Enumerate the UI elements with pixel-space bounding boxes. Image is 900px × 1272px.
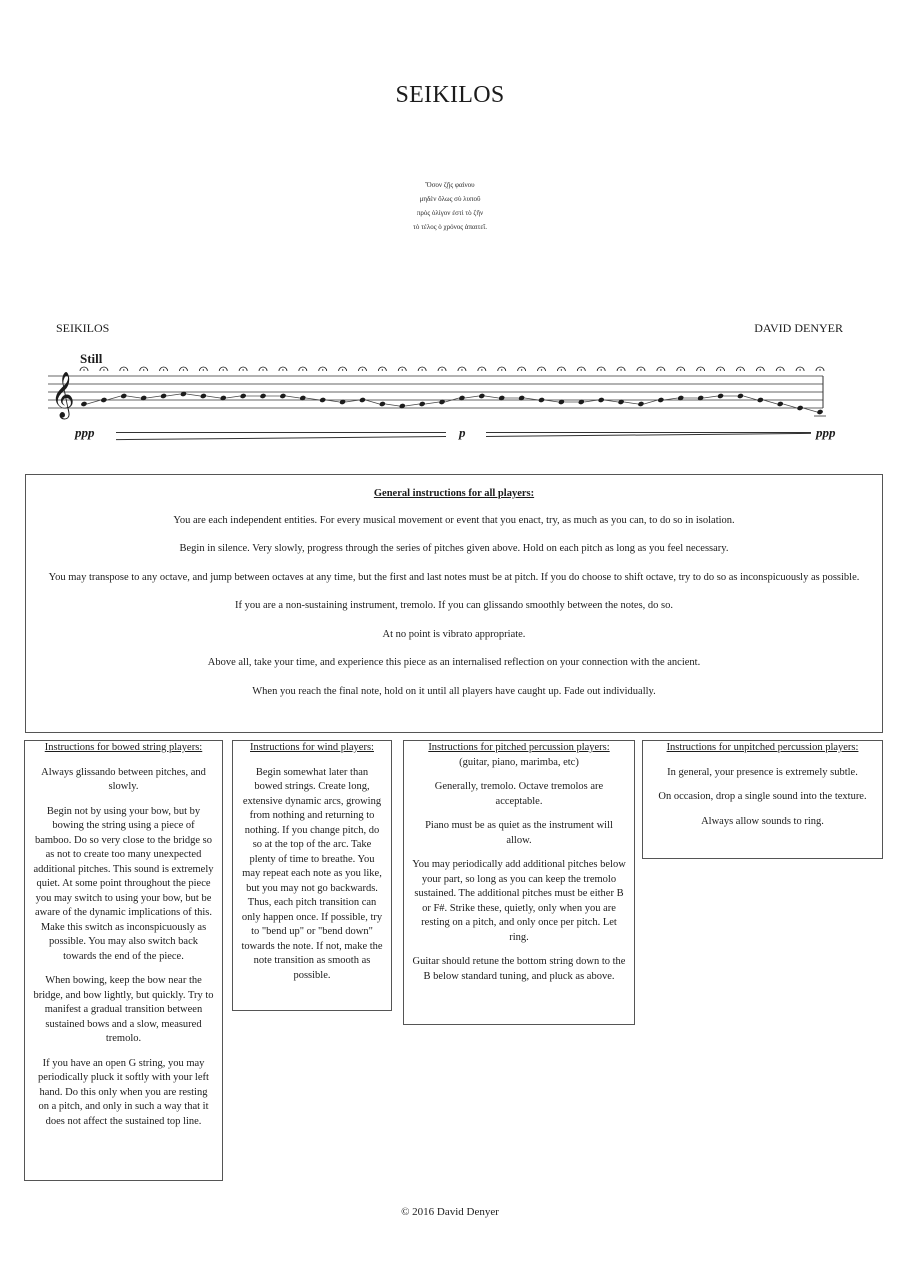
decrescendo-hairpin	[116, 432, 446, 433]
glissando-line	[803, 408, 817, 412]
fermata-dot	[581, 369, 582, 370]
notehead	[777, 401, 784, 407]
glissando-line	[226, 396, 240, 398]
wind-instructions-heading: Instructions for wind players:	[250, 742, 374, 753]
glissando-line	[405, 404, 419, 406]
epigraph-line: τὸ τέλος ὁ χρόνος ἀπαιτεῖ.	[413, 223, 487, 231]
strings-instruction: If you have an open G string, you may periodically pluck it softly with your left hand. Do this only when you are resting on a pitch, and only in such a way that it does not affect the sustained top line.	[38, 1057, 209, 1127]
fermata-dot	[760, 369, 761, 370]
notehead	[80, 401, 87, 407]
dynamic-start: ppp	[75, 425, 95, 440]
unpitched-percussion-instruction: Always allow sounds to ring.	[701, 815, 824, 827]
notehead	[319, 397, 326, 403]
treble-clef-icon	[51, 372, 75, 420]
notehead	[797, 405, 804, 411]
fermata-dot	[143, 369, 144, 370]
notes	[80, 367, 826, 416]
fermata-dot	[282, 369, 283, 370]
notehead	[259, 393, 266, 399]
copyright-notice: © 2016 David Denyer	[401, 1206, 499, 1218]
strings-instructions-heading: Instructions for bowed string players:	[44, 742, 203, 753]
general-instruction: When you reach the final note, hold on it until all players have caught up. Fade out individually.	[252, 685, 656, 697]
fermata-dot	[123, 369, 124, 370]
pitched-percussion-instruction: Piano must be as quiet as the instrument will allow.	[425, 820, 613, 846]
page-title: SEIKILOS	[395, 82, 505, 108]
fermata-dot	[620, 369, 621, 370]
pitched-percussion-instruction: Guitar should retune the bottom string down to the B below standard tuning, and pluck as above.	[412, 956, 626, 982]
notehead	[200, 393, 207, 399]
notehead	[737, 393, 744, 399]
glissando-line	[365, 400, 379, 404]
glissando-line	[624, 402, 638, 404]
decrescendo-hairpin	[116, 436, 446, 440]
strings-instruction: Always glissando between pitches, and slowly.	[41, 766, 206, 792]
fermata-dot	[342, 369, 343, 370]
svg-text:𝄞: 𝄞	[51, 372, 75, 418]
fermata-dot	[402, 369, 403, 370]
fermata-dot	[223, 369, 224, 370]
glissando-line	[763, 400, 777, 404]
wind-instruction: Begin somewhat later than bowed strings. Create long, extensive dynamic arcs, growing from nothing and returning to nothing. If you change pitch, do so at the top of the arc. Take plenty of time to breathe. You may repeat each note as you like, but you may not go backwards. Thus, each pitch transition can only happen once. If possible, try to "bend up" or "bend down" towards the note. If not, make the note transition as smooth as possible.	[241, 766, 383, 981]
dynamic-end: ppp	[816, 425, 836, 440]
glissando-line	[385, 404, 399, 406]
notehead	[240, 393, 247, 399]
staff-lines	[48, 376, 823, 408]
crescendo-hairpin	[486, 433, 811, 437]
glissando-line	[147, 396, 161, 398]
fermata-dot	[561, 369, 562, 370]
notehead	[100, 397, 107, 403]
notehead	[538, 397, 545, 403]
score-piece-name: SEIKILOS	[56, 321, 110, 335]
fermata-dot	[600, 369, 601, 370]
glissando-line	[485, 396, 499, 398]
fermata-dot	[700, 369, 701, 370]
general-instruction: You are each independent entities. For every musical movement or event that you enact, try, as much as you can, to do so in isolation.	[173, 514, 735, 526]
general-instructions-heading: General instructions for all players:	[373, 488, 535, 499]
glissando-line	[743, 396, 757, 400]
fermata-dot	[640, 369, 641, 370]
unpitched-percussion-instruction: On occasion, drop a single sound into the texture.	[658, 791, 867, 802]
pitched-percussion-instruction: Generally, tremolo. Octave tremolos are acceptable.	[434, 781, 604, 807]
notehead	[717, 393, 724, 399]
glissando-line	[425, 402, 439, 404]
notehead	[637, 401, 644, 407]
fermata-dot	[740, 369, 741, 370]
fermata-dot	[183, 369, 184, 370]
general-instruction: Begin in silence. Very slowly, progress through the series of pitches given above. Hold on each pitch as long as you feel necessary.	[179, 543, 729, 554]
tempo-marking: Still	[80, 351, 103, 366]
general-instruction: At no point is vibrato appropriate.	[382, 628, 526, 640]
fermata-dot	[163, 369, 164, 370]
fermata-dot	[501, 369, 502, 370]
glissando-line	[783, 404, 797, 408]
glissando-line	[644, 400, 658, 404]
fermata-dot	[262, 369, 263, 370]
fermata-dot	[302, 369, 303, 370]
notehead	[657, 397, 664, 403]
glissando-line	[286, 396, 300, 398]
general-instruction: Above all, take your time, and experience this piece as an internalised reflection on your connection with the ancient.	[207, 657, 701, 668]
dynamic-middle: p	[459, 425, 466, 440]
fermata-dot	[322, 369, 323, 370]
fermata-dot	[780, 369, 781, 370]
notehead	[160, 393, 167, 399]
pitched-percussion-instructions-box	[403, 740, 635, 1025]
pitched-percussion-instruction: You may periodically add additional pitches below your part, so long as you can keep the tremolo sustained. The additional pitches must be either B or F#. Strike these, quietly, only when you are resting on a pitch, and only once per pitch. Let ring.	[412, 859, 626, 943]
glissando-line	[107, 396, 121, 400]
unpitched-percussion-instruction: In general, your presence is extremely subtle.	[667, 766, 858, 778]
pitched-percussion-heading: Instructions for pitched percussion players:	[428, 742, 610, 753]
fermata-dot	[481, 369, 482, 370]
glissando-line	[206, 396, 220, 398]
fermata-dot	[799, 369, 800, 370]
fermata-dot	[382, 369, 383, 370]
general-instruction: You may transpose to any octave, and jump between octaves at any time, but the first and last notes must be at pitch. If you do choose to shift octave, try to do so as inconspicuously as possible.	[48, 571, 860, 583]
fermata-dot	[461, 369, 462, 370]
epigraph-line: μηδὲν ὅλως σὺ λυποῦ	[419, 195, 481, 203]
fermata-dot	[541, 369, 542, 370]
fermata-dot	[819, 369, 820, 370]
notehead	[478, 393, 485, 399]
greek-epigraph	[300, 178, 600, 234]
music-staff	[48, 362, 848, 424]
fermata-dot	[441, 369, 442, 370]
fermata-dot	[660, 369, 661, 370]
notehead	[598, 397, 605, 403]
pitched-percussion-subheading: (guitar, piano, marimba, etc)	[459, 756, 579, 768]
general-instruction: If you are a non-sustaining instrument, tremolo. If you can glissando smoothly between the notes, do so.	[234, 600, 673, 611]
strings-instruction: Begin not by using your bow, but by bowing the string using a piece of bamboo. Do so very close to the bridge so as not to create too many unexpected additional pitches. This sound is extremely quiet. At some point throughout the piece you may switch to using your bow, but be aware of the dynamic implications of this. Make this switch as inconspicuously as possible. You may also switch back towards the end of the piece.	[33, 805, 214, 962]
fermata-dot	[421, 369, 422, 370]
fermata-dot	[103, 369, 104, 370]
notehead	[279, 393, 286, 399]
general-instructions-box	[25, 474, 883, 733]
unpitched-percussion-instructions-box	[642, 740, 883, 859]
notehead	[359, 397, 366, 403]
strings-instruction: When bowing, keep the bow near the bridge, and bow lightly, but quickly. Try to manifest a gradual transition between sustained bows and a slow, measured tremolo.	[33, 975, 214, 1044]
fermata-dot	[362, 369, 363, 370]
fermata-dot	[521, 369, 522, 370]
fermata-dot	[242, 369, 243, 370]
notehead	[419, 401, 426, 407]
glissando-line	[167, 394, 181, 396]
wind-instructions-box	[232, 740, 392, 1011]
notehead	[816, 409, 823, 415]
notehead	[379, 401, 386, 407]
glissando-line	[186, 394, 200, 396]
glissando-line	[87, 400, 101, 404]
unpitched-percussion-heading: Instructions for unpitched percussion players:	[666, 742, 859, 753]
fermata-dot	[203, 369, 204, 370]
strings-instructions-box	[24, 740, 223, 1181]
fermata-dot	[83, 369, 84, 370]
glissando-line	[704, 396, 718, 398]
epigraph-line: πρὸς ὀλίγον ἐστὶ τὸ ζῆν	[416, 209, 484, 217]
notehead	[120, 393, 127, 399]
score-composer: DAVID DENYER	[754, 321, 843, 335]
glissando-line	[465, 396, 479, 398]
fermata-dot	[680, 369, 681, 370]
epigraph-line: Ὅσον ζῇς φαίνου	[425, 181, 475, 189]
notehead	[757, 397, 764, 403]
fermata-dot	[720, 369, 721, 370]
glissando-line	[127, 396, 141, 398]
